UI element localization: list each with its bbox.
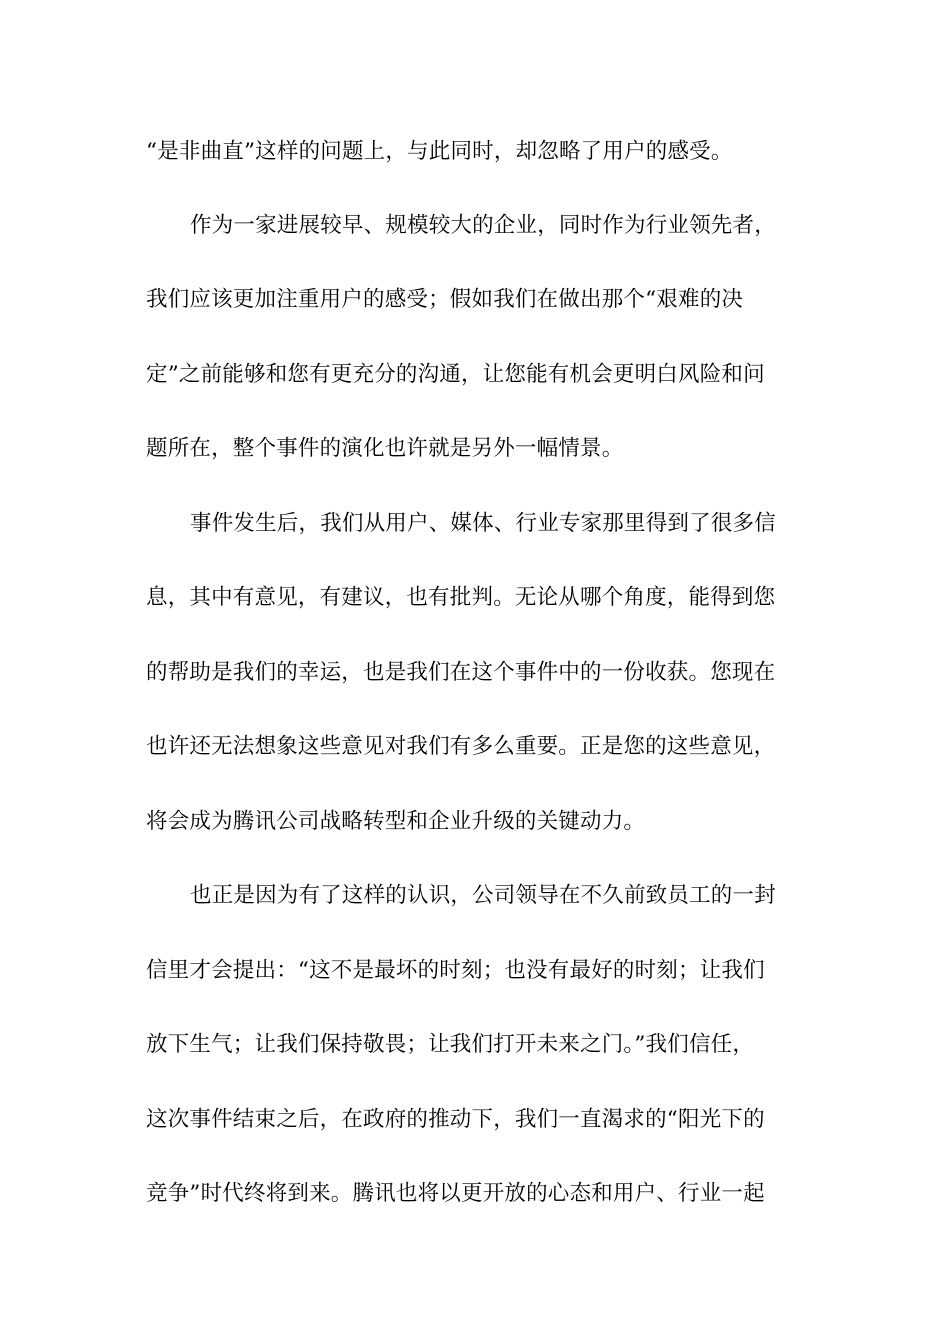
text-line: 信里才会提出：“这不是最坏的时刻；也没有最好的时刻；让我们 [146, 958, 765, 983]
text-line: 将会成为腾讯公司战略转型和企业升级的关键动力。 [146, 809, 646, 834]
text-line: 也许还无法想象这些意见对我们有多么重要。正是您的这些意见， [146, 734, 776, 759]
text-line: 我们应该更加注重用户的感受；假如我们在做出那个“艰难的决 [146, 287, 744, 312]
text-line: 定”之前能够和您有更充分的沟通，让您能有机会更明白风险和问 [146, 362, 765, 387]
text-line: 这次事件结束之后，在政府的推动下，我们一直渴求的“阳光下的 [146, 1107, 765, 1132]
text-line: 放下生气；让我们保持敬畏；让我们打开未来之门。”我们信任， [146, 1032, 755, 1057]
text-line: 的帮助是我们的幸运，也是我们在这个事件中的一份收获。您现在 [146, 660, 776, 685]
text-line: 息，其中有意见，有建议，也有批判。无论从哪个角度，能得到您 [146, 585, 776, 610]
text-line: “是非曲直”这样的问题上，与此同时，却忽略了用户的感受。 [146, 139, 733, 164]
text-line: 竞争”时代终将到来。腾讯也将以更开放的心态和用户、行业一起 [146, 1181, 765, 1206]
paragraph-first-line: 也正是因为有了这样的认识，公司领导在不久前致员工的一封 [190, 883, 776, 908]
paragraph-first-line: 事件发生后，我们从用户、媒体、行业专家那里得到了很多信 [190, 511, 776, 536]
text-line: 题所在，整个事件的演化也许就是另外一幅情景。 [146, 436, 624, 461]
paragraph-first-line: 作为一家进展较早、规模较大的企业，同时作为行业领先者， [190, 213, 776, 238]
